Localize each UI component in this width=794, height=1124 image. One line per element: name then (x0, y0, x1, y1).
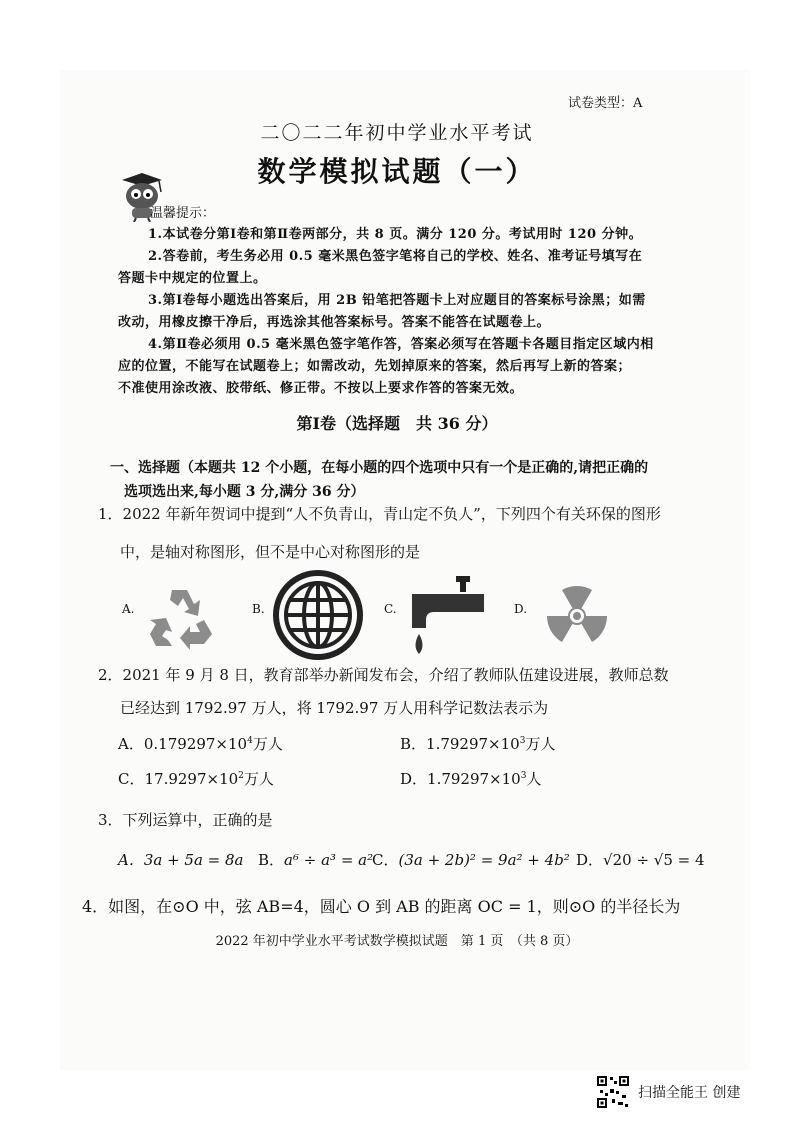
q2-option-c-label: C． (118, 770, 145, 788)
notice-line-4c: 不准使用涂改液、胶带纸、修正带。不按以上要求作答的答案无效。 (118, 381, 524, 396)
notice-line-4a: 4.第Ⅱ卷必须用 0.5 毫米黑色签字笔作答，答案必须写在答题卡各题目指定区域内相 (148, 337, 654, 352)
q2-option-a-unit: 万人 (252, 735, 283, 753)
page-footer: 2022 年初中学业水平考试数学模拟试题 第 1 页 （共 8 页） (215, 934, 579, 949)
q2-option-b-unit: 万人 (525, 735, 556, 753)
q2-option-b (400, 733, 555, 754)
question-1-line-1: 1．2022 年新年贺词中提到“人不负青山，青山定不负人”，下列四个有关环保的图形 (98, 505, 661, 523)
q3-option-c-label: C． (372, 851, 399, 869)
q2-option-a-base: 0.179297×10 (143, 735, 248, 753)
qr-code-icon (596, 1075, 630, 1109)
q3-option-a: A．3a + 5a = 8a (118, 851, 244, 869)
q2-option-c-base: 17.9297×10 (144, 770, 239, 788)
question-2-line-2: 已经达到 1792.97 万人，将 1792.97 万人用科学记数法表示为 (120, 699, 549, 717)
q2-option-d-base: 1.79297×10 (427, 770, 521, 788)
notice-line-2a: 2.答卷前，考生务必用 0.5 毫米黑色签字笔将自己的学校、姓名、准考证号填写在 (148, 249, 643, 264)
q2-option-a (118, 733, 283, 754)
q2-option-d-unit: 人 (526, 770, 542, 788)
notice-line-3a: 3.第Ⅰ卷每小题选出答案后，用 2B 铅笔把答题卡上对应题目的答案标号涂黑；如需 (148, 293, 646, 308)
question-2-line-1: 2．2021 年 9 月 8 日，教育部举办新闻发布会，介绍了教师队伍建设进展，教师总数 (98, 666, 669, 684)
q3-option-d-label: D． (576, 851, 604, 869)
question-1-line-2: 中，是轴对称图形，但不是中心对称图形的是 (120, 543, 421, 561)
part-heading-line-2: 选项选出来,每小题 3 分,满分 36 分） (124, 484, 365, 500)
q2-option-d (400, 768, 541, 789)
exam-title: 二〇二二年初中学业水平考试 (260, 122, 534, 144)
scanner-watermark (596, 1075, 740, 1109)
q3-option-c (372, 849, 570, 870)
question-3-stem: 3．下列运算中，正确的是 (98, 811, 273, 829)
q2-option-d-label: D． (400, 770, 428, 788)
q1-option-d-label: D. (514, 602, 528, 616)
question-4-stem: 4．如图，在⊙O 中，弦 AB=4，圆心 O 到 AB 的距离 OC = 1，则⊙O 的半径长为 (82, 897, 681, 916)
q3-option-b (258, 849, 373, 870)
q2-option-a-exponent: 4 (247, 736, 253, 746)
q1-option-c-label: C. (384, 602, 397, 616)
radiation-icon (532, 574, 622, 658)
notice-line-4b: 应的位置，不能写在试题卷上；如需改动，先划掉原来的答案，然后再写上新的答案； (118, 359, 632, 374)
q2-option-c (118, 768, 274, 789)
globe-icon (270, 570, 366, 660)
part-heading-line-1: 一、选择题（本题共 12 个小题，在每小题的四个选项中只有一个是正确的,请把正确的 (110, 460, 649, 476)
q1-option-b-label: B. (252, 602, 265, 616)
main-title: 数学模拟试题（一） (257, 155, 537, 188)
q2-option-a-label: A． (118, 735, 144, 753)
section-title: 第Ⅰ卷（选择题 共 36 分） (296, 414, 498, 433)
notice-line-1: 1.本试卷分第Ⅰ卷和第Ⅱ卷两部分，共 8 页。满分 120 分。考试用时 120 分钟。 (148, 227, 643, 242)
q3-option-b-math: a⁶ ÷ a³ = a² (284, 851, 374, 869)
q2-option-d-exponent: 3 (520, 771, 527, 781)
q2-option-c-exponent: 2 (238, 771, 244, 781)
water-faucet-icon (404, 572, 494, 662)
q3-option-d-math: √20 ÷ √5 = 4 (603, 851, 705, 869)
recycle-icon (142, 580, 222, 652)
notice-line-3b: 改动，用橡皮擦干净后，再选涂其他答案标号。答案不能答在试题卷上。 (118, 315, 551, 330)
notice-heading: 温馨提示： (150, 206, 216, 221)
q2-option-c-unit: 万人 (243, 770, 274, 788)
q2-option-b-label: B． (400, 735, 427, 753)
q1-option-a-label: A. (122, 602, 135, 616)
q3-option-d (576, 849, 705, 870)
q3-option-b-label: B． (258, 851, 285, 869)
q3-option-c-math: (3a + 2b)² = 9a² + 4b² (398, 851, 570, 869)
q2-option-b-base: 1.79297×10 (426, 735, 520, 753)
notice-line-2b: 答题卡中规定的位置上。 (118, 271, 267, 286)
q2-option-b-exponent: 3 (519, 736, 526, 746)
scanner-label: 扫描全能王 创建 (638, 1085, 741, 1101)
paper-type-label: 试卷类型：A (568, 96, 643, 111)
